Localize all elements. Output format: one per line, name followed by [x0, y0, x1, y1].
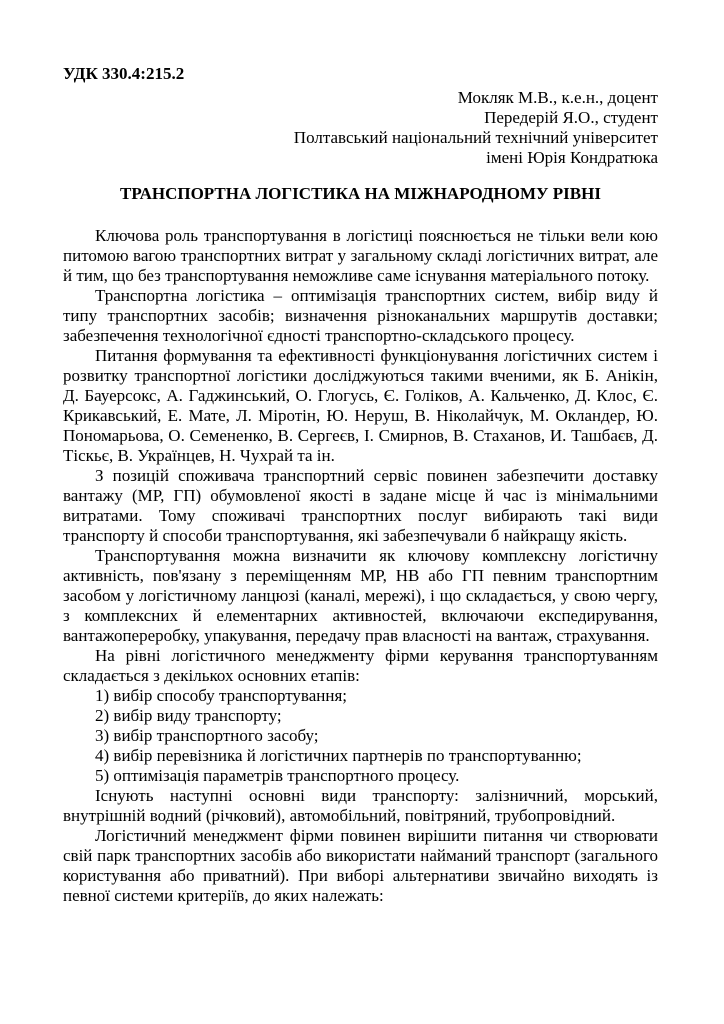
author-block	[63, 88, 658, 168]
list-item-4: 4) вибір перевізника й логістичних партнерів по транспортуванню;	[95, 746, 582, 765]
paragraph-transport-types: Існують наступні основні види транспорту: залізничний, морський, внутрішній водний (річковий), автомобільний, повітряний, трубопровідний.	[63, 786, 658, 825]
article-title: ТРАНСПОРТНА ЛОГІСТИКА НА МІЖНАРОДНОМУ РІВНІ	[120, 184, 601, 203]
article-body	[63, 226, 658, 906]
list-item-5: 5) оптимізація параметрів транспортного процесу.	[95, 766, 460, 785]
udk-code: УДК 330.4:215.2	[63, 64, 185, 83]
university-line: Полтавський національний технічний університет	[293, 128, 658, 147]
author-line-2: Передерій Я.О., студент	[484, 108, 658, 127]
paragraph-transport-activity: Транспортування можна визначити як ключову комплексну логістичну активність, пов'язану з переміщенням МР, НВ або ГП певним транспортним засобом у логістичному ланцюзі (каналі, мережі), і що складається, у свою чергу, з комплексних й елементарних активностей, включаючи експедирування, вантажопереробку, упакування, передачу прав власності на вантаж, страхування.	[63, 546, 658, 645]
list-item-3: 3) вибір транспортного засобу;	[95, 726, 319, 745]
paragraph-researchers: Питання формування та ефективності функціонування логістичних систем і розвитку транспортної логістики досліджуються такими вченими, як Б. Анікін, Д. Бауерсокс, А. Гаджинський, О. Глогусь, Є. Голіков, А. Кальченко, Д. Клос, Є. Крикавський, Е. Мате, Л. Міротін, Ю. Неруш, В. Ніколайчук, М. Окландер, Ю. Пономарьова, О. Семененко, В. Сергеєв, І. Смирнов, В. Стаханов, И. Ташбаєв, Д. Тіскьє, В. Українцев, Н. Чухрай та ін.	[63, 346, 658, 465]
university-name-line: імені Юрія Кондратюка	[486, 148, 658, 167]
list-item-1: 1) вибір способу транспортування;	[95, 686, 348, 705]
paragraph-key-role: Ключова роль транспортування в логістиці пояснюється не тільки вели кою питомою вагою транспортних витрат у загальному складі логістичних витрат, але й тим, що без транспортування неможливе саме існування матеріального потоку.	[63, 226, 658, 285]
paragraph-definition: Транспортна логістика – оптимізація транспортних систем, вибір виду й типу транспортних засобів; визначення різноканальних маршрутів доставки; забезпечення технологічної єдності транспортно-складського процесу.	[63, 286, 658, 345]
paragraph-stages-intro: На рівні логістичного менеджменту фірми керування транспортуванням складається з декількох основних етапів:	[63, 646, 658, 685]
paragraph-fleet-decision: Логістичний менеджмент фірми повинен вирішити питання чи створювати свій парк транспортних засобів або використати найманий транспорт (загального користування або приватний). При виборі альтернативи звичайно виходять із певної системи критеріїв, до яких належать:	[63, 826, 658, 905]
paragraph-consumer-view: З позицій споживача транспортний сервіс повинен забезпечити доставку вантажу (МР, ГП) обумовленої якості в задане місце й час із мінімальними витратами. Тому споживачі транспортних послуг вибирають такі види транспорту й способи транспортування, які забезпечували б найкращу якість.	[63, 466, 658, 545]
list-item-2: 2) вибір виду транспорту;	[95, 706, 282, 725]
author-line-1: Мокляк М.В., к.е.н., доцент	[457, 88, 658, 107]
